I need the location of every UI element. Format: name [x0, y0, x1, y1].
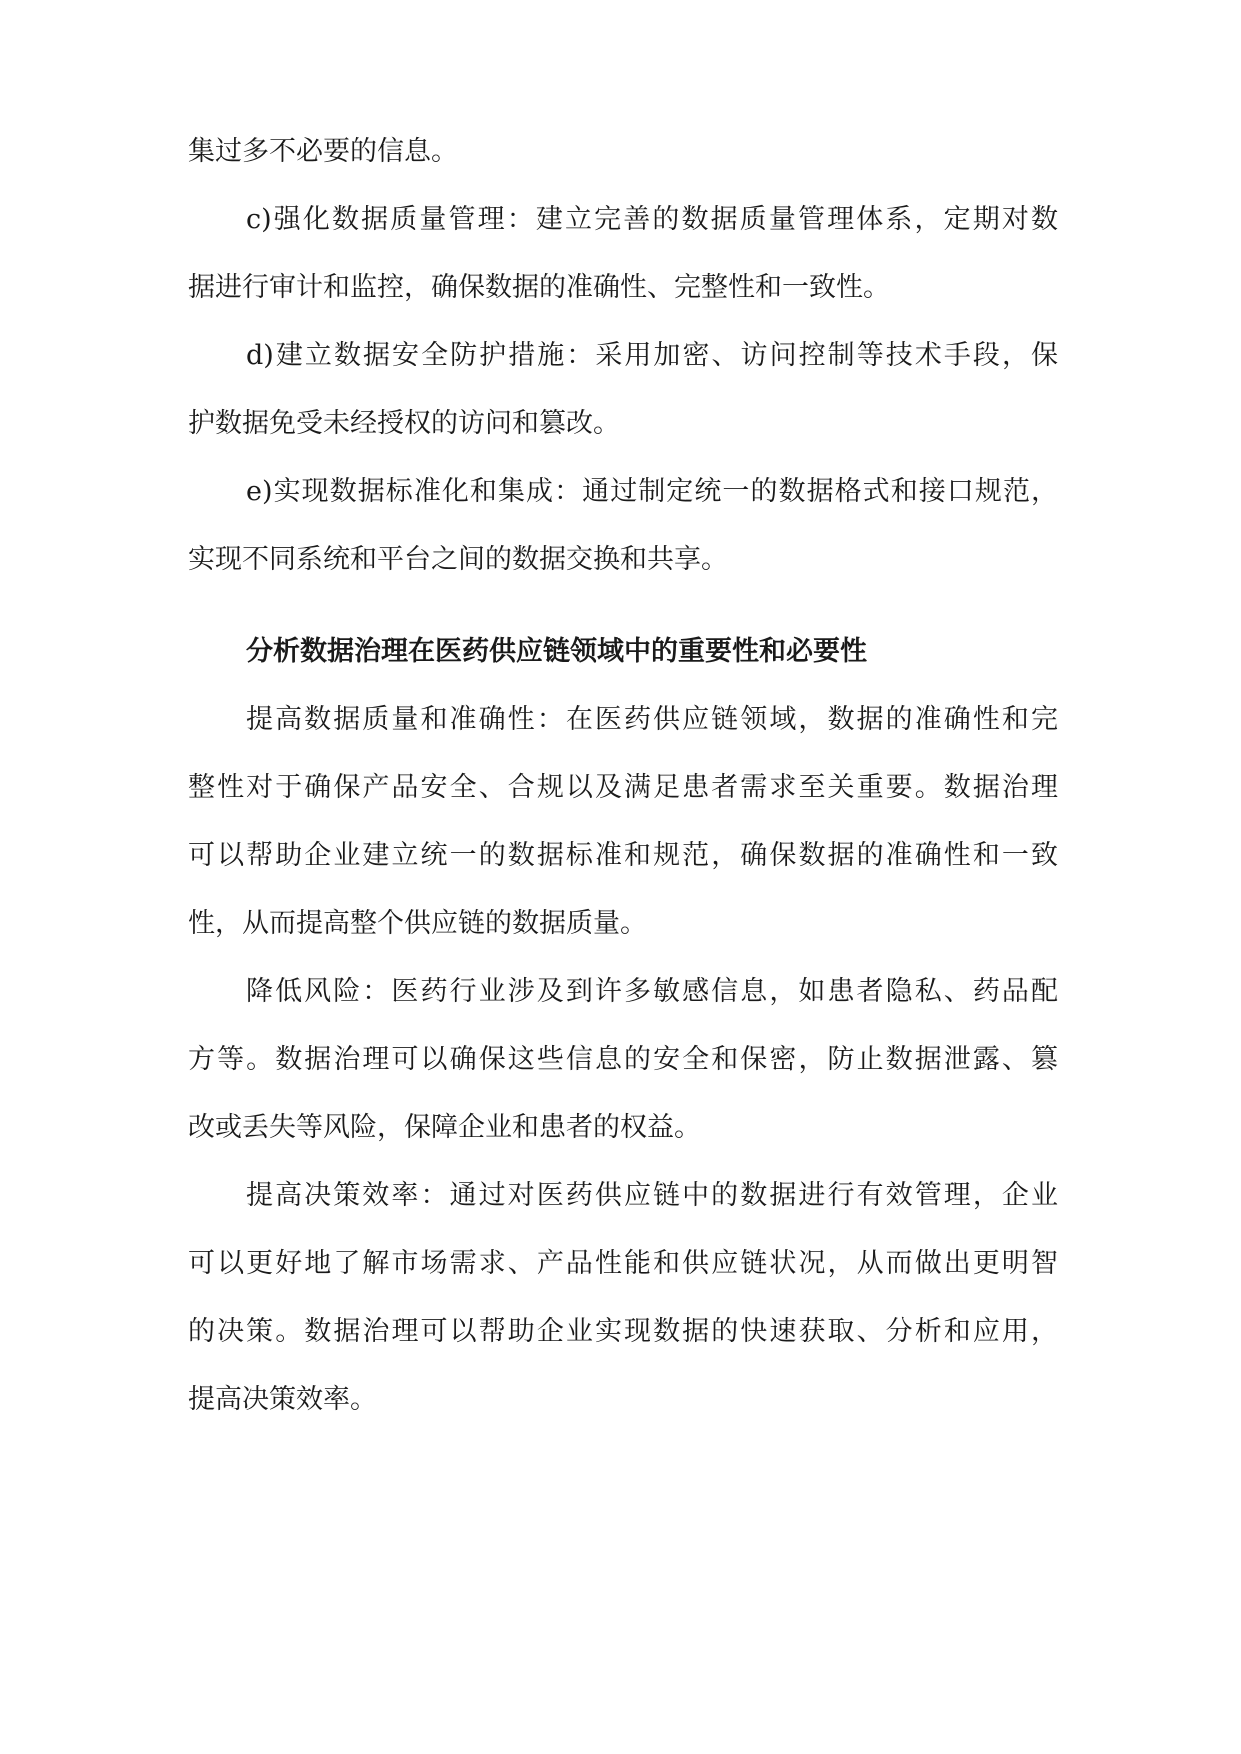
text-line: 整性对于确保产品安全、合规以及满足患者需求至关重要。数据治理: [188, 772, 1058, 803]
text-line: e)实现数据标准化和集成：通过制定统一的数据格式和接口规范，: [246, 476, 1058, 507]
text-line: 改或丢失等风险，保障企业和患者的权益。: [188, 1112, 701, 1143]
text-line: 提高决策效率：通过对医药供应链中的数据进行有效管理，企业: [246, 1180, 1058, 1211]
text-line: c)强化数据质量管理：建立完善的数据质量管理体系，定期对数: [246, 204, 1058, 235]
text-line: 可以更好地了解市场需求、产品性能和供应链状况，从而做出更明智: [188, 1248, 1058, 1279]
text-line: 性，从而提高整个供应链的数据质量。: [188, 908, 647, 939]
text-line: 提高数据质量和准确性：在医药供应链领域，数据的准确性和完: [246, 704, 1058, 735]
text-line: 提高决策效率。: [188, 1384, 377, 1415]
text-line: 方等。数据治理可以确保这些信息的安全和保密，防止数据泄露、篡: [188, 1044, 1058, 1075]
text-line: 可以帮助企业建立统一的数据标准和规范，确保数据的准确性和一致: [188, 840, 1058, 871]
text-line: 实现不同系统和平台之间的数据交换和共享。: [188, 544, 728, 575]
text-line: 据进行审计和监控，确保数据的准确性、完整性和一致性。: [188, 272, 890, 303]
text-line: 降低风险：医药行业涉及到许多敏感信息，如患者隐私、药品配: [246, 976, 1058, 1007]
text-line: 集过多不必要的信息。: [188, 136, 458, 167]
text-line: 护数据免受未经授权的访问和篡改。: [188, 408, 620, 439]
section-heading: 分析数据治理在医药供应链领域中的重要性和必要性: [246, 636, 867, 667]
text-line: d)建立数据安全防护措施：采用加密、访问控制等技术手段，保: [246, 340, 1058, 371]
text-line: 的决策。数据治理可以帮助企业实现数据的快速获取、分析和应用，: [188, 1316, 1058, 1347]
